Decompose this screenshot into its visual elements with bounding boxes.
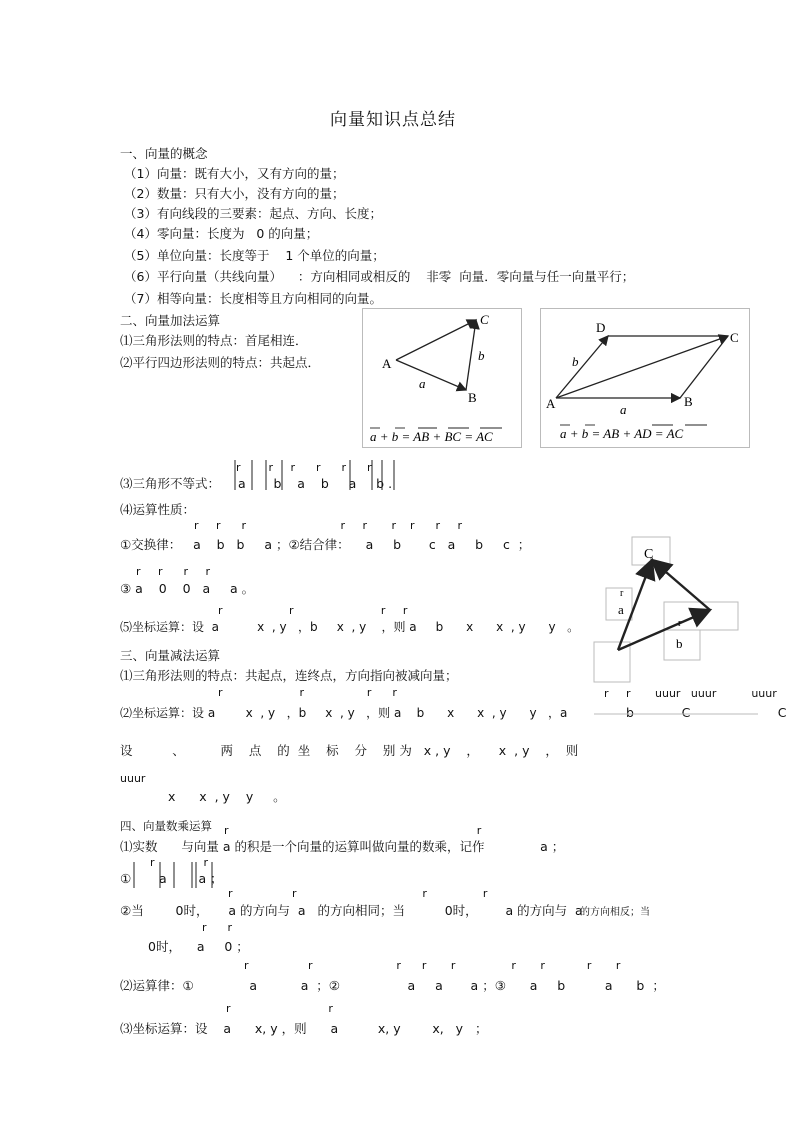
concept-item: （4）零向量：长度为 0 的向量； bbox=[124, 226, 319, 241]
point-D-label: D bbox=[596, 320, 606, 335]
triangle-rule-figure bbox=[362, 308, 522, 448]
vector-b-label: b bbox=[478, 348, 485, 363]
point-A-label: A bbox=[546, 396, 556, 411]
vector-marks: r r bbox=[224, 824, 482, 837]
scalar-operation-laws: ⑵运算律：① a a ；② a a a ；③ a b a b ； bbox=[120, 978, 665, 993]
section-1-heading: 一、向量的概念 bbox=[120, 146, 208, 161]
vector-marks: r r r r bbox=[136, 565, 211, 578]
point-A-label: A bbox=[382, 356, 392, 371]
vector-marks: r r uuur uuur uuur bbox=[604, 687, 777, 700]
zero-vector-law: ③ a 0 0 a a 。 bbox=[120, 581, 255, 596]
vector-b-label: b bbox=[676, 636, 683, 651]
point-coordinates-line: 设 、 两 点 的 坐 标 分 别 为 x , y ， x , y ， 则 bbox=[120, 743, 579, 758]
concept-item: （7）相等向量：长度相等且方向相同的向量。 bbox=[124, 291, 382, 306]
vector-marks: r r r r r r bbox=[236, 461, 372, 474]
point-C-label: C bbox=[644, 547, 654, 562]
svg-text:r: r bbox=[620, 588, 624, 599]
vector-marks: uuur bbox=[120, 772, 146, 785]
vector-endpoints: b C C bbox=[626, 705, 787, 720]
absolute-value-bars bbox=[132, 860, 232, 890]
subtraction-triangle-rule: ⑴三角形法则的特点：共起点，连终点，方向指向被减向量； bbox=[120, 668, 458, 683]
concept-item: （2）数量：只有大小，没有方向的量； bbox=[124, 186, 345, 201]
absolute-value-bars bbox=[232, 458, 402, 492]
concept-item: （1）向量：既有大小，又有方向的量； bbox=[124, 166, 345, 181]
vector-marks: r r r r bbox=[218, 604, 408, 617]
addition-formula: a + b = AB + BC = AC bbox=[370, 429, 493, 444]
vector-marks: r r bbox=[226, 1002, 333, 1015]
svg-text:r: r bbox=[678, 618, 682, 629]
concept-item: （5）单位向量：长度等于 1 个单位的向量； bbox=[124, 248, 385, 263]
vector-coordinate-result: x x , y y 。 bbox=[168, 789, 286, 804]
point-C-label: C bbox=[480, 312, 489, 327]
vector-marks: r r bbox=[150, 856, 208, 869]
addition-coordinate-rule: ⑸坐标运算：设 a x , y ，b x , y ，则 a b x x , y y 。 bbox=[120, 620, 580, 634]
parallelogram-rule-figure bbox=[540, 308, 750, 448]
subtraction-coordinate-rule: ⑵坐标运算：设 a x , y ，b x , y ，则 a b x x , y y ，a bbox=[120, 706, 568, 720]
vector-marks: r r r r r r r r r bbox=[244, 959, 621, 972]
vector-b-label: b bbox=[572, 354, 579, 369]
point-C-label: C bbox=[730, 330, 739, 345]
vector-marks: r r r r r r r r r bbox=[194, 519, 462, 532]
vector-a-label: a bbox=[618, 602, 624, 617]
subtraction-triangle-figure bbox=[592, 534, 762, 719]
concept-item: （3）有向线段的三要素：起点、方向、长度； bbox=[124, 206, 382, 221]
scalar-multiplication-definition: ⑴实数 与向量 a 的积是一个向量的运算叫做向量的数乘，记作 a ； bbox=[120, 839, 565, 854]
properties-heading: ⑷运算性质： bbox=[120, 502, 196, 517]
triangle-inequality-label: ⑶三角形不等式： bbox=[120, 476, 221, 491]
vector-a-label: a bbox=[620, 402, 627, 417]
addition-formula: a + b = AB + AD = AC bbox=[560, 426, 684, 441]
section-2-heading: 二、向量加法运算 bbox=[120, 313, 221, 328]
section-3-heading: 三、向量减法运算 bbox=[120, 648, 221, 663]
point-B-label: B bbox=[468, 390, 477, 405]
vector-marks: r r r r bbox=[228, 887, 488, 900]
scalar-magnitude-rule: ① a a ； bbox=[120, 871, 223, 886]
triangle-rule: ⑴三角形法则的特点：首尾相连． bbox=[120, 333, 308, 348]
scalar-coordinate-rule: ⑶坐标运算：设 a x, y ，则 a x, y x, y ； bbox=[120, 1021, 488, 1036]
commutative-associative-law: ①交换律： a b b a ；②结合律： a b c a b c ； bbox=[120, 537, 531, 552]
parallelogram-rule: ⑵平行四边形法则的特点：共起点． bbox=[120, 355, 321, 370]
scalar-direction-rule-tail: 的方向相反；当 bbox=[580, 907, 650, 918]
scalar-direction-rule: ②当 0时， a 的方向与 a 的方向相同；当 0时， a 的方向与 a bbox=[120, 903, 583, 918]
triangle-inequality: a b a b a b . bbox=[238, 476, 393, 491]
vector-marks: r r r r bbox=[218, 686, 397, 699]
point-B-label: B bbox=[684, 394, 693, 409]
vector-marks: r r bbox=[202, 921, 233, 934]
concept-item: （6）平行向量（共线向量） ：方向相同或相反的 非零 向量．零向量与任一向量平行； bbox=[124, 269, 635, 284]
section-4-heading: 四、向量数乘运算 bbox=[120, 819, 212, 833]
scalar-zero-rule: 0时， a 0 ； bbox=[148, 939, 249, 954]
page-title: 向量知识点总结 bbox=[330, 110, 456, 130]
vector-a-label: a bbox=[419, 376, 426, 391]
